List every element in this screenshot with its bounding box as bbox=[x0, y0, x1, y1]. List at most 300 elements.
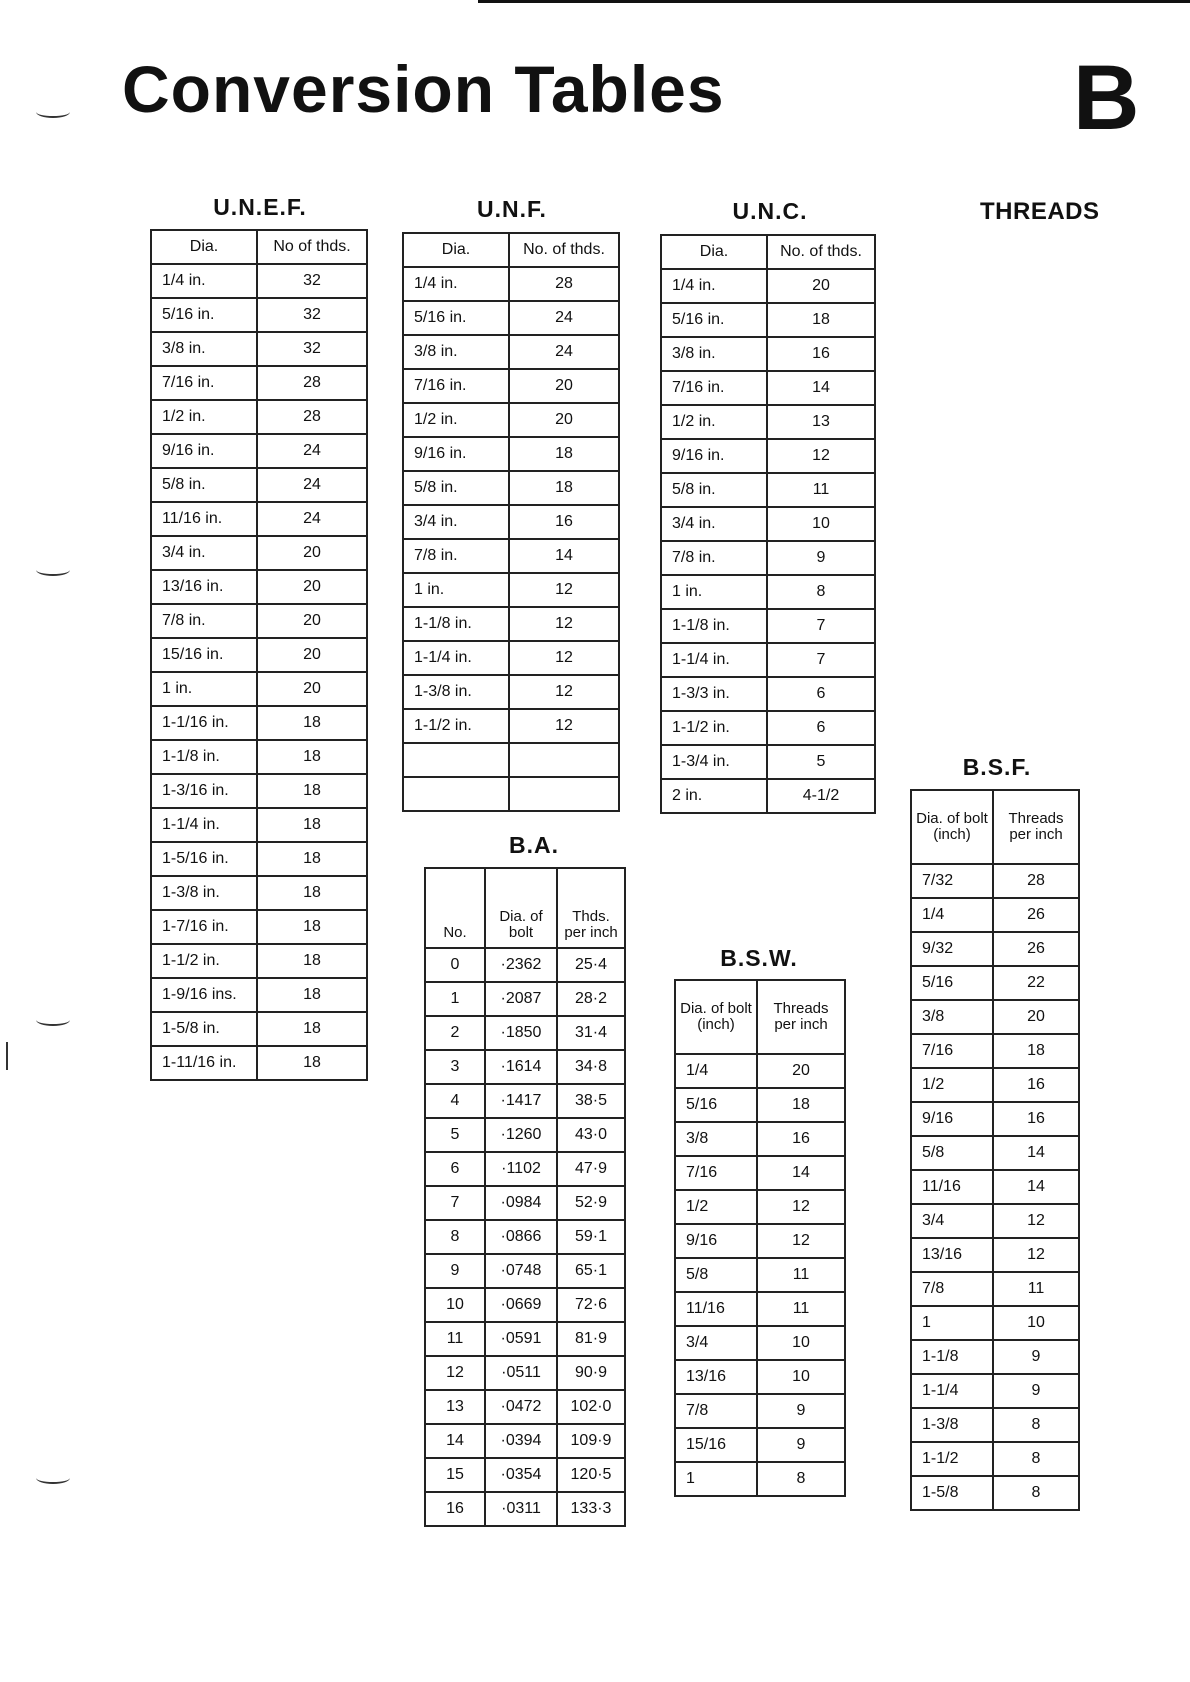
table-cell: 18 bbox=[509, 471, 619, 505]
table-row bbox=[911, 864, 1079, 898]
bsw-table bbox=[674, 979, 846, 1497]
column-header: Dia. bbox=[661, 235, 767, 269]
table-cell: 11/16 in. bbox=[151, 502, 257, 536]
table-cell: 1-5/8 bbox=[911, 1476, 993, 1510]
table-row bbox=[151, 536, 367, 570]
column-header: Threads per inch bbox=[757, 980, 845, 1054]
table-row bbox=[911, 1068, 1079, 1102]
table-cell: 11 bbox=[767, 473, 875, 507]
table-row bbox=[403, 403, 619, 437]
table-row bbox=[675, 1360, 845, 1394]
table-cell: 7/32 bbox=[911, 864, 993, 898]
table-row bbox=[911, 1476, 1079, 1510]
table-cell: 26 bbox=[993, 932, 1079, 966]
table-row bbox=[911, 1340, 1079, 1374]
table-cell: 20 bbox=[257, 672, 367, 706]
table-cell: 9/16 in. bbox=[151, 434, 257, 468]
table-cell: 1-5/16 in. bbox=[151, 842, 257, 876]
table-cell: ·1417 bbox=[485, 1084, 557, 1118]
table-row bbox=[911, 1306, 1079, 1340]
table-cell: 38·5 bbox=[557, 1084, 625, 1118]
table-cell: 5/16 bbox=[675, 1088, 757, 1122]
table-cell: 16 bbox=[993, 1068, 1079, 1102]
table-cell: 1-7/16 in. bbox=[151, 910, 257, 944]
table-cell: 1-1/8 bbox=[911, 1340, 993, 1374]
table-row bbox=[911, 1408, 1079, 1442]
table-cell: 5/8 in. bbox=[661, 473, 767, 507]
table-cell: 1/2 in. bbox=[403, 403, 509, 437]
table-row bbox=[151, 808, 367, 842]
table-row bbox=[151, 706, 367, 740]
table-cell: 14 bbox=[425, 1424, 485, 1458]
table-row bbox=[425, 1458, 625, 1492]
table-cell: 5/16 in. bbox=[151, 298, 257, 332]
table-cell: 72·6 bbox=[557, 1288, 625, 1322]
unf-table bbox=[402, 232, 620, 812]
table-cell: 28 bbox=[993, 864, 1079, 898]
unc-title: U.N.C. bbox=[732, 198, 808, 224]
table-cell: 3/4 in. bbox=[151, 536, 257, 570]
table-cell: 28 bbox=[257, 400, 367, 434]
table-row bbox=[425, 1322, 625, 1356]
table-cell: 5/16 bbox=[911, 966, 993, 1000]
table-cell: 13/16 in. bbox=[151, 570, 257, 604]
table-row bbox=[911, 1204, 1079, 1238]
table-cell: 1-1/2 bbox=[911, 1442, 993, 1476]
table-cell: 9/16 in. bbox=[403, 437, 509, 471]
table-cell: 9 bbox=[425, 1254, 485, 1288]
table-cell: 1 in. bbox=[661, 575, 767, 609]
table-cell: 9 bbox=[993, 1374, 1079, 1408]
table-cell: 7/8 in. bbox=[661, 541, 767, 575]
table-row bbox=[425, 1152, 625, 1186]
table-row bbox=[403, 335, 619, 369]
table-cell: 28 bbox=[509, 267, 619, 301]
punch-mark bbox=[36, 1472, 70, 1484]
table-row bbox=[675, 1292, 845, 1326]
table-cell: 12 bbox=[509, 675, 619, 709]
table-row bbox=[661, 507, 875, 541]
table-cell: 12 bbox=[767, 439, 875, 473]
column-header: Dia. of bolt (inch) bbox=[675, 980, 757, 1054]
table-cell: 9 bbox=[757, 1428, 845, 1462]
table-cell: 20 bbox=[509, 369, 619, 403]
table-cell: 1-1/8 in. bbox=[403, 607, 509, 641]
table-cell: 15/16 bbox=[675, 1428, 757, 1462]
table-cell: 31·4 bbox=[557, 1016, 625, 1050]
table-cell: 3/8 in. bbox=[151, 332, 257, 366]
table-row bbox=[675, 1190, 845, 1224]
table-cell: 12 bbox=[509, 709, 619, 743]
table-row bbox=[675, 1326, 845, 1360]
table-cell: 3/8 in. bbox=[403, 335, 509, 369]
table-row bbox=[403, 641, 619, 675]
table-cell: 5/16 in. bbox=[661, 303, 767, 337]
table-cell: 18 bbox=[257, 910, 367, 944]
table-cell: 1-1/8 in. bbox=[661, 609, 767, 643]
table-cell: 18 bbox=[257, 978, 367, 1012]
table-row bbox=[675, 1156, 845, 1190]
table-cell: 18 bbox=[257, 774, 367, 808]
table-cell: 12 bbox=[425, 1356, 485, 1390]
table-cell: 20 bbox=[509, 403, 619, 437]
table-cell: 14 bbox=[993, 1170, 1079, 1204]
table-cell: ·0591 bbox=[485, 1322, 557, 1356]
table-cell: 5/8 bbox=[675, 1258, 757, 1292]
table-cell: 32 bbox=[257, 298, 367, 332]
table-cell: 1-11/16 in. bbox=[151, 1046, 257, 1080]
table-cell: 7/8 bbox=[911, 1272, 993, 1306]
table-cell: 12 bbox=[509, 573, 619, 607]
table-cell: 7/8 in. bbox=[151, 604, 257, 638]
table-cell: ·0311 bbox=[485, 1492, 557, 1526]
table-cell: 10 bbox=[767, 507, 875, 541]
unef-title: U.N.E.F. bbox=[213, 194, 307, 220]
table-cell: 2 bbox=[425, 1016, 485, 1050]
table-cell: 5/8 in. bbox=[403, 471, 509, 505]
table-cell: 16 bbox=[509, 505, 619, 539]
table-row bbox=[911, 1034, 1079, 1068]
table-cell: 11/16 bbox=[675, 1292, 757, 1326]
table-row bbox=[403, 573, 619, 607]
table-cell: 25·4 bbox=[557, 948, 625, 982]
table-cell: 10 bbox=[757, 1360, 845, 1394]
table-row bbox=[425, 1016, 625, 1050]
table-cell bbox=[509, 743, 619, 777]
table-cell: 8 bbox=[767, 575, 875, 609]
punch-mark bbox=[36, 564, 70, 576]
table-cell: 16 bbox=[425, 1492, 485, 1526]
table-cell: 16 bbox=[767, 337, 875, 371]
table-cell: 1-3/3 in. bbox=[661, 677, 767, 711]
table-row bbox=[661, 371, 875, 405]
table-row bbox=[911, 1272, 1079, 1306]
table-cell: 1-1/8 in. bbox=[151, 740, 257, 774]
table-cell: 28·2 bbox=[557, 982, 625, 1016]
table-cell: ·2362 bbox=[485, 948, 557, 982]
table-cell: 8 bbox=[993, 1408, 1079, 1442]
table-cell: 1/2 in. bbox=[661, 405, 767, 439]
table-cell: 20 bbox=[257, 536, 367, 570]
table-row bbox=[151, 502, 367, 536]
table-cell: 11 bbox=[993, 1272, 1079, 1306]
table-cell: 5/8 in. bbox=[151, 468, 257, 502]
table-row bbox=[151, 570, 367, 604]
table-row bbox=[403, 301, 619, 335]
table-cell: ·2087 bbox=[485, 982, 557, 1016]
table-cell: 1 bbox=[911, 1306, 993, 1340]
table-cell: ·0669 bbox=[485, 1288, 557, 1322]
table-cell: 16 bbox=[993, 1102, 1079, 1136]
table-cell: 11 bbox=[757, 1292, 845, 1326]
table-cell: 1/4 in. bbox=[151, 264, 257, 298]
table-cell: 1 bbox=[675, 1462, 757, 1496]
table-cell: 1-1/4 in. bbox=[151, 808, 257, 842]
table-cell: 8 bbox=[993, 1476, 1079, 1510]
table-cell: 59·1 bbox=[557, 1220, 625, 1254]
table-cell: 12 bbox=[993, 1238, 1079, 1272]
table-cell: 12 bbox=[509, 607, 619, 641]
table-cell: 15 bbox=[425, 1458, 485, 1492]
table-cell: 7/8 bbox=[675, 1394, 757, 1428]
table-cell: 1-3/8 bbox=[911, 1408, 993, 1442]
table-cell: 90·9 bbox=[557, 1356, 625, 1390]
ba-title: B.A. bbox=[509, 832, 559, 858]
punch-mark bbox=[4, 1042, 8, 1070]
table-cell: 7/8 in. bbox=[403, 539, 509, 573]
table-cell: 0 bbox=[425, 948, 485, 982]
table-cell: 1-3/16 in. bbox=[151, 774, 257, 808]
table-cell: 3/4 in. bbox=[661, 507, 767, 541]
table-row bbox=[675, 1462, 845, 1496]
table-cell: 109·9 bbox=[557, 1424, 625, 1458]
table-row bbox=[675, 1258, 845, 1292]
table-row bbox=[151, 366, 367, 400]
table-row bbox=[425, 948, 625, 982]
table-cell: 1/4 bbox=[911, 898, 993, 932]
table-row bbox=[675, 1054, 845, 1088]
table-cell: 1-1/4 in. bbox=[661, 643, 767, 677]
table-cell: 18 bbox=[993, 1034, 1079, 1068]
table-cell: 1-9/16 ins. bbox=[151, 978, 257, 1012]
table-cell: 11 bbox=[757, 1258, 845, 1292]
table-cell: 18 bbox=[757, 1088, 845, 1122]
table-cell: 47·9 bbox=[557, 1152, 625, 1186]
column-header: Dia. bbox=[403, 233, 509, 267]
table-cell: 8 bbox=[993, 1442, 1079, 1476]
table-cell: 7/16 bbox=[675, 1156, 757, 1190]
table-row bbox=[403, 539, 619, 573]
table-row bbox=[675, 1394, 845, 1428]
table-row bbox=[661, 643, 875, 677]
column-header: No. of thds. bbox=[767, 235, 875, 269]
table-cell bbox=[403, 743, 509, 777]
column-header: No. of thds. bbox=[509, 233, 619, 267]
table-cell: 3 bbox=[425, 1050, 485, 1084]
table-cell: 18 bbox=[257, 876, 367, 910]
table-row bbox=[425, 1288, 625, 1322]
table-cell: 3/8 in. bbox=[661, 337, 767, 371]
table-cell: 52·9 bbox=[557, 1186, 625, 1220]
table-cell: 81·9 bbox=[557, 1322, 625, 1356]
table-cell: 6 bbox=[425, 1152, 485, 1186]
table-cell: 10 bbox=[425, 1288, 485, 1322]
table-cell: ·0748 bbox=[485, 1254, 557, 1288]
table-cell: 20 bbox=[257, 638, 367, 672]
table-cell: 1-1/2 in. bbox=[151, 944, 257, 978]
table-cell: 1 bbox=[425, 982, 485, 1016]
table-cell: 1-1/2 in. bbox=[403, 709, 509, 743]
table-cell: 7 bbox=[425, 1186, 485, 1220]
table-cell: 10 bbox=[757, 1326, 845, 1360]
table-row bbox=[425, 1492, 625, 1526]
table-cell: 1/2 bbox=[911, 1068, 993, 1102]
table-cell: 1 in. bbox=[151, 672, 257, 706]
table-row bbox=[911, 1136, 1079, 1170]
table-row bbox=[403, 471, 619, 505]
table-cell: 7/16 bbox=[911, 1034, 993, 1068]
table-cell: 9 bbox=[757, 1394, 845, 1428]
table-cell: 1/4 in. bbox=[661, 269, 767, 303]
table-cell: 18 bbox=[257, 842, 367, 876]
table-cell: 5/8 bbox=[911, 1136, 993, 1170]
column-header: Dia. of bolt (inch) bbox=[911, 790, 993, 864]
table-cell: 18 bbox=[257, 944, 367, 978]
table-cell: 18 bbox=[767, 303, 875, 337]
table-cell: 9/16 in. bbox=[661, 439, 767, 473]
table-cell: 1/2 in. bbox=[151, 400, 257, 434]
table-row bbox=[911, 1170, 1079, 1204]
table-cell: 3/8 bbox=[675, 1122, 757, 1156]
table-row bbox=[661, 779, 875, 813]
table-cell: ·0354 bbox=[485, 1458, 557, 1492]
table-cell: 18 bbox=[257, 1012, 367, 1046]
table-cell: 12 bbox=[757, 1190, 845, 1224]
table-cell: ·1614 bbox=[485, 1050, 557, 1084]
table-row bbox=[675, 1428, 845, 1462]
table-row bbox=[661, 575, 875, 609]
table-cell: ·0984 bbox=[485, 1186, 557, 1220]
bsf-table bbox=[910, 789, 1080, 1511]
table-row bbox=[425, 1118, 625, 1152]
table-cell: 3/8 bbox=[911, 1000, 993, 1034]
table-cell: 14 bbox=[757, 1156, 845, 1190]
punch-mark bbox=[36, 106, 70, 118]
table-cell: 102·0 bbox=[557, 1390, 625, 1424]
table-row bbox=[151, 978, 367, 1012]
table-cell: 1/4 in. bbox=[403, 267, 509, 301]
table-cell: 14 bbox=[509, 539, 619, 573]
table-cell: 1 in. bbox=[403, 573, 509, 607]
threads-heading: THREADS bbox=[980, 198, 1100, 225]
table-cell: 24 bbox=[257, 502, 367, 536]
page-title: Conversion Tables bbox=[122, 52, 725, 126]
table-cell: 6 bbox=[767, 677, 875, 711]
table-row bbox=[425, 1220, 625, 1254]
table-cell: 1-1/4 in. bbox=[403, 641, 509, 675]
table-row bbox=[425, 982, 625, 1016]
table-cell: 18 bbox=[257, 1046, 367, 1080]
table-cell bbox=[509, 777, 619, 811]
punch-mark bbox=[36, 1014, 70, 1026]
column-header: Dia. of bolt bbox=[485, 868, 557, 948]
table-row bbox=[661, 405, 875, 439]
table-row bbox=[661, 439, 875, 473]
table-cell: 3/4 bbox=[911, 1204, 993, 1238]
table-cell: 1-3/8 in. bbox=[151, 876, 257, 910]
table-cell: 20 bbox=[257, 604, 367, 638]
table-cell: 20 bbox=[767, 269, 875, 303]
table-row bbox=[661, 711, 875, 745]
table-row bbox=[661, 473, 875, 507]
table-cell: ·0511 bbox=[485, 1356, 557, 1390]
table-cell: 65·1 bbox=[557, 1254, 625, 1288]
table-cell: ·1850 bbox=[485, 1016, 557, 1050]
table-cell: 11 bbox=[425, 1322, 485, 1356]
table-cell: 1-1/4 bbox=[911, 1374, 993, 1408]
table-row bbox=[911, 1238, 1079, 1272]
table-row bbox=[911, 1442, 1079, 1476]
table-cell: 32 bbox=[257, 332, 367, 366]
table-row bbox=[661, 541, 875, 575]
table-row bbox=[403, 505, 619, 539]
table-cell: 24 bbox=[257, 434, 367, 468]
table-row bbox=[911, 932, 1079, 966]
table-row bbox=[661, 677, 875, 711]
table-row bbox=[151, 468, 367, 502]
table-cell: 6 bbox=[767, 711, 875, 745]
table-cell: 20 bbox=[757, 1054, 845, 1088]
table-row bbox=[425, 1084, 625, 1118]
table-cell: 1-1/16 in. bbox=[151, 706, 257, 740]
table-cell: 28 bbox=[257, 366, 367, 400]
unc-table bbox=[660, 234, 876, 814]
table-row bbox=[661, 337, 875, 371]
table-row bbox=[151, 1046, 367, 1080]
table-cell: 20 bbox=[993, 1000, 1079, 1034]
table-cell: 24 bbox=[509, 335, 619, 369]
table-cell: 7/16 in. bbox=[151, 366, 257, 400]
table-cell: 16 bbox=[757, 1122, 845, 1156]
table-cell: 26 bbox=[993, 898, 1079, 932]
table-row bbox=[425, 1186, 625, 1220]
table-row bbox=[403, 369, 619, 403]
table-cell bbox=[403, 777, 509, 811]
table-cell: 13 bbox=[425, 1390, 485, 1424]
table-row bbox=[403, 267, 619, 301]
table-row bbox=[151, 638, 367, 672]
table-cell: 12 bbox=[509, 641, 619, 675]
table-row bbox=[661, 269, 875, 303]
table-row bbox=[151, 332, 367, 366]
table-row bbox=[661, 303, 875, 337]
table-row bbox=[911, 1374, 1079, 1408]
table-cell: 34·8 bbox=[557, 1050, 625, 1084]
table-cell: 7/16 in. bbox=[403, 369, 509, 403]
table-row bbox=[661, 609, 875, 643]
table-cell: 120·5 bbox=[557, 1458, 625, 1492]
unf-title: U.N.F. bbox=[477, 196, 547, 222]
table-cell: 7 bbox=[767, 609, 875, 643]
table-row bbox=[425, 1254, 625, 1288]
table-cell: ·0394 bbox=[485, 1424, 557, 1458]
column-header: Dia. bbox=[151, 230, 257, 264]
table-row bbox=[403, 607, 619, 641]
table-row bbox=[403, 675, 619, 709]
table-row bbox=[151, 604, 367, 638]
table-cell: 8 bbox=[425, 1220, 485, 1254]
table-cell: 20 bbox=[257, 570, 367, 604]
table-cell: 9/32 bbox=[911, 932, 993, 966]
column-header: Thds. per inch bbox=[557, 868, 625, 948]
table-cell: 11/16 bbox=[911, 1170, 993, 1204]
table-row bbox=[911, 1102, 1079, 1136]
table-cell: ·1102 bbox=[485, 1152, 557, 1186]
unef-table bbox=[150, 229, 368, 1081]
table-row bbox=[151, 298, 367, 332]
table-cell: 12 bbox=[757, 1224, 845, 1258]
table-cell: 1-3/8 in. bbox=[403, 675, 509, 709]
table-row bbox=[151, 740, 367, 774]
table-cell: 14 bbox=[767, 371, 875, 405]
table-row bbox=[911, 898, 1079, 932]
table-cell: 24 bbox=[257, 468, 367, 502]
table-cell: 13/16 bbox=[675, 1360, 757, 1394]
table-cell: 32 bbox=[257, 264, 367, 298]
table-cell: 24 bbox=[509, 301, 619, 335]
table-cell: 22 bbox=[993, 966, 1079, 1000]
table-cell: 1/2 bbox=[675, 1190, 757, 1224]
